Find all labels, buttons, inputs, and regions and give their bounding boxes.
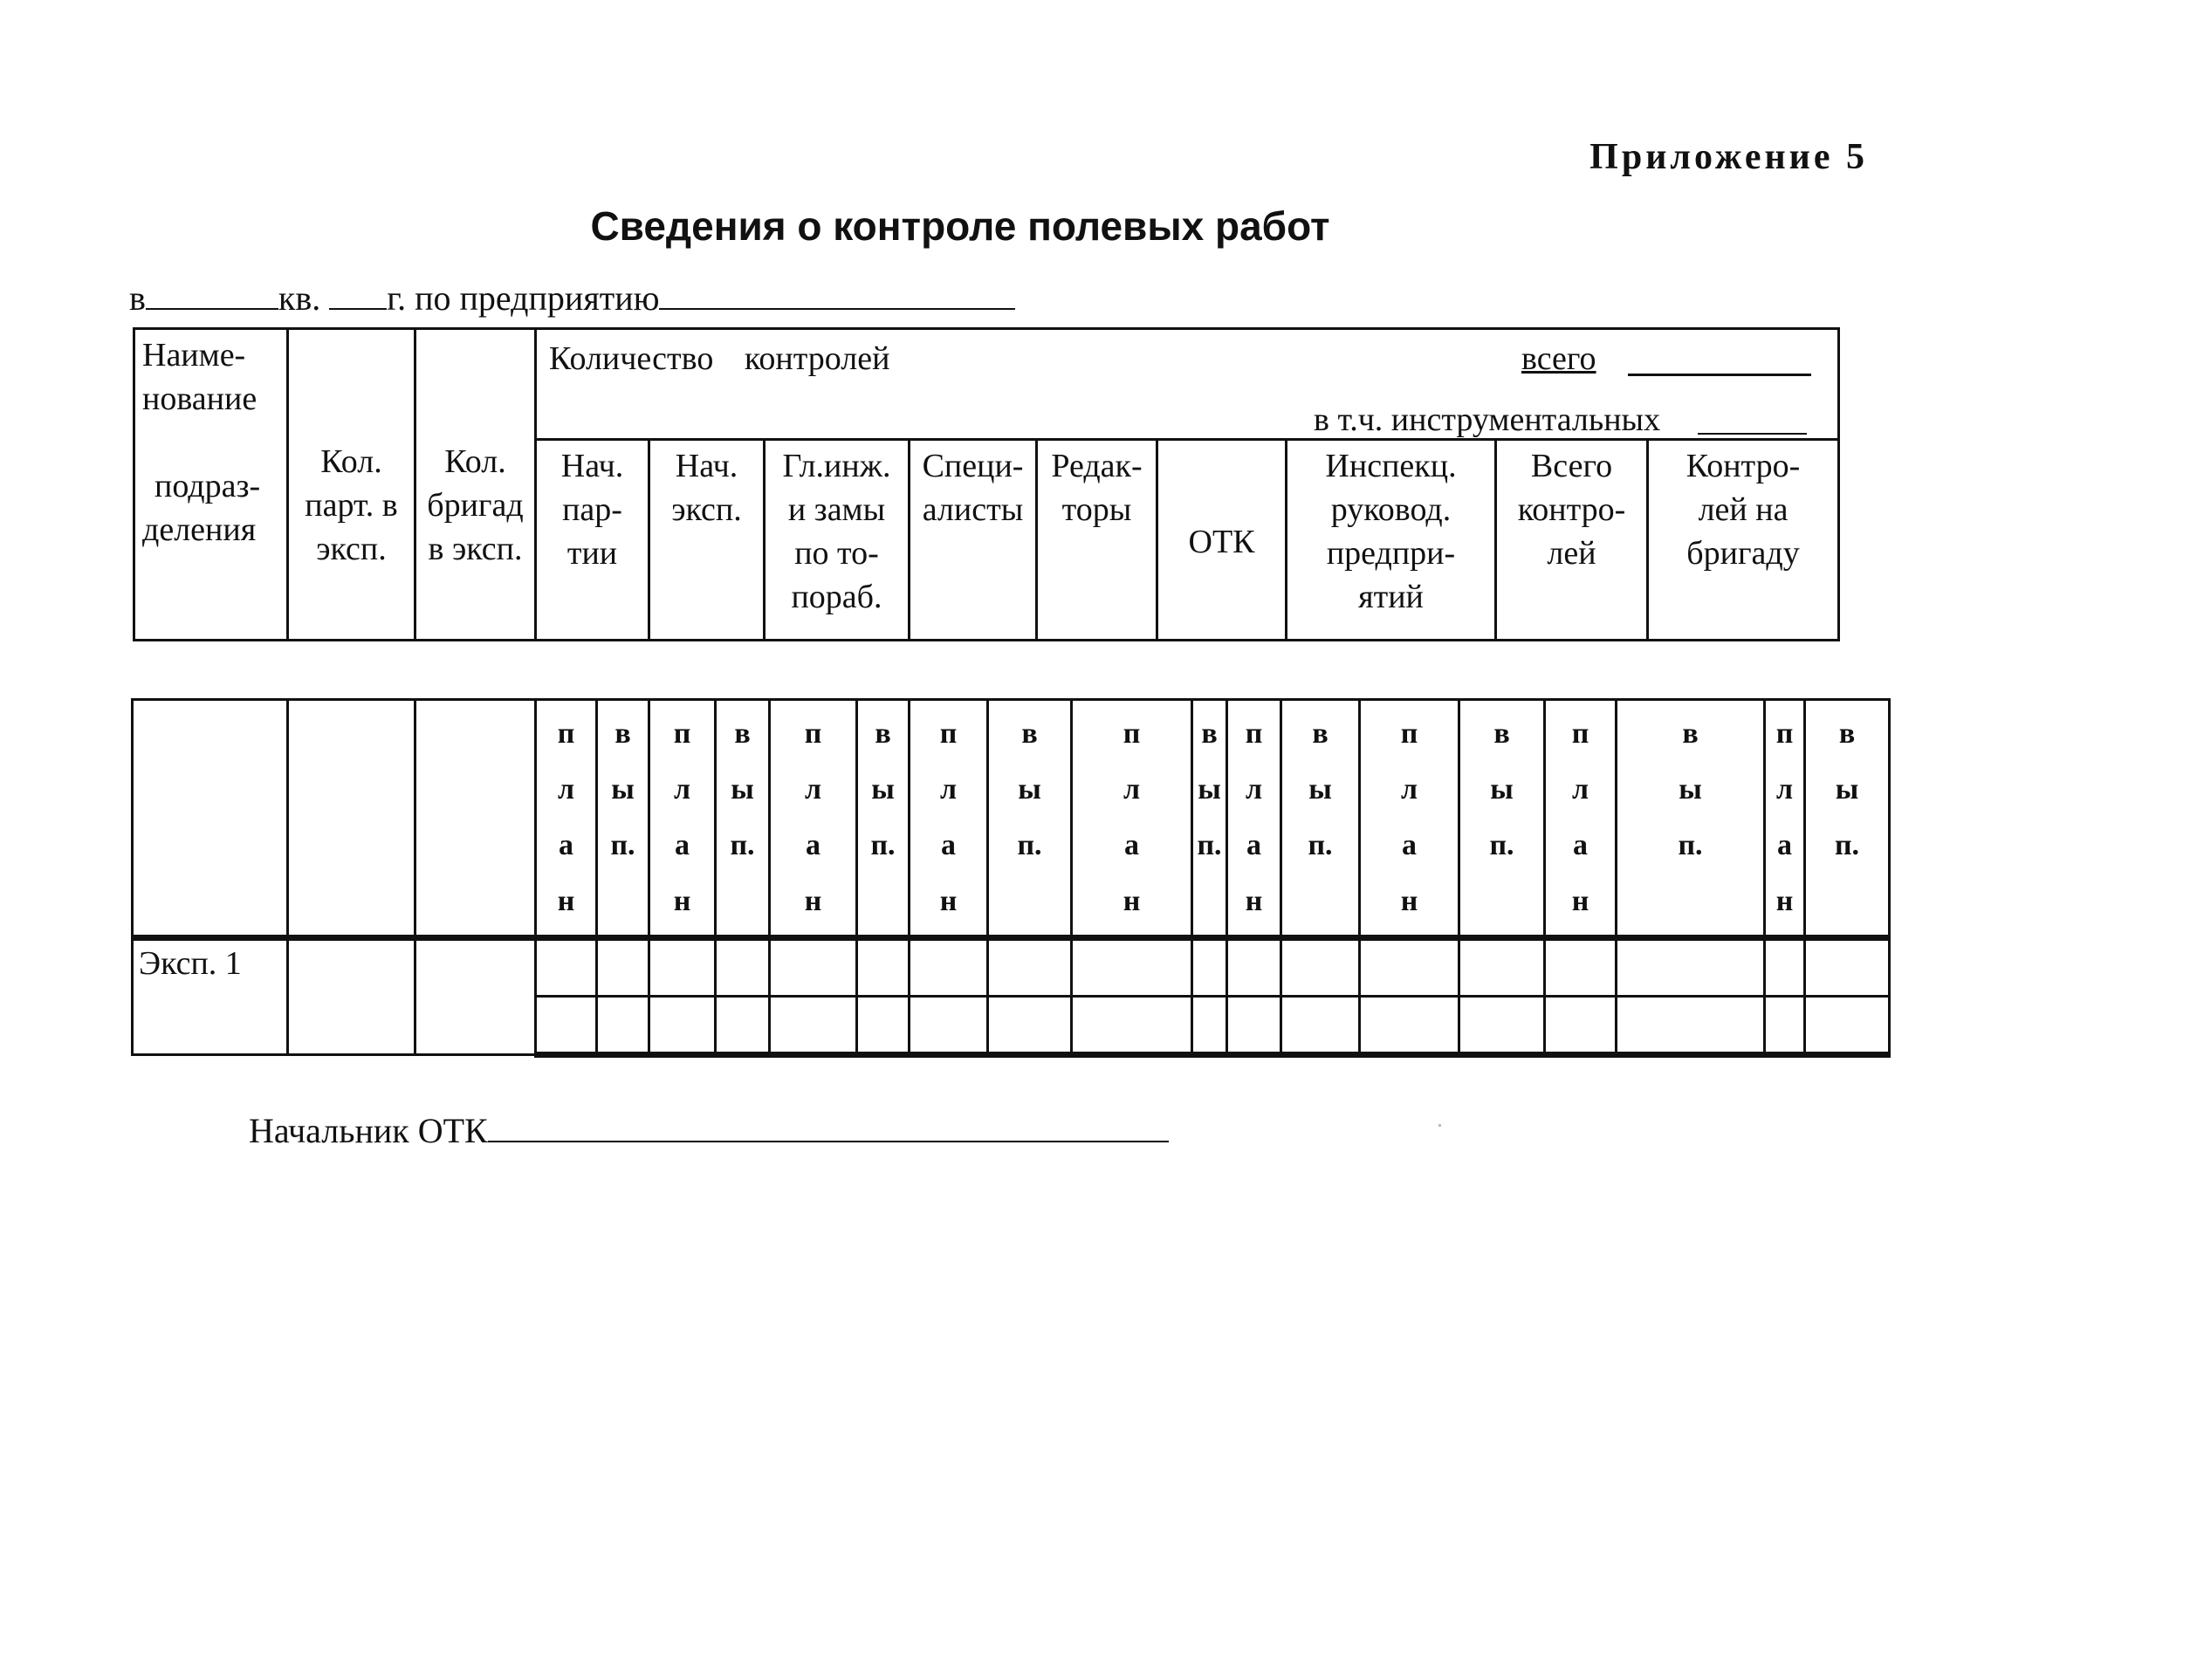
plan-letter: н — [1123, 885, 1141, 917]
plan-letter: п — [1571, 717, 1589, 750]
plan-letter: п — [1123, 717, 1141, 750]
signature-label: Начальник ОТК — [249, 1111, 488, 1150]
vyp-letter: в — [734, 717, 751, 750]
period-prefix: в — [129, 278, 146, 318]
vyp-letter: ы — [1490, 773, 1514, 806]
scan-speck — [1438, 1124, 1441, 1127]
data-cell[interactable] — [1192, 997, 1227, 1055]
plan-column-8 — [1545, 700, 1617, 938]
header-kontroley-na-brigadu: Контро- лей на бригаду — [1648, 440, 1839, 641]
signature-line — [249, 1110, 1169, 1151]
document-title: Сведения о контроле полевых работ — [590, 203, 1330, 249]
data-cell[interactable] — [1072, 938, 1192, 997]
data-cell[interactable] — [770, 938, 857, 997]
data-cell[interactable] — [536, 997, 597, 1055]
vsego-blank[interactable] — [1628, 374, 1811, 376]
data-cell[interactable] — [716, 997, 770, 1055]
data-cell[interactable] — [649, 997, 716, 1055]
vyp-letter: ы — [611, 773, 635, 806]
plan-letter: л — [1400, 773, 1418, 806]
data-cell[interactable] — [1281, 997, 1360, 1055]
header-redaktory: Редак- торы — [1037, 440, 1157, 641]
vyp-letter: ы — [1308, 773, 1332, 806]
plan-letter: л — [673, 773, 691, 806]
plan-letter: а — [1124, 829, 1139, 861]
data-cell[interactable] — [1360, 997, 1459, 1055]
plan-letter: л — [1775, 773, 1794, 806]
data-cell[interactable] — [597, 938, 649, 997]
data-cell[interactable] — [1617, 997, 1765, 1055]
vyp-letter: в — [1312, 717, 1328, 750]
plan-column-5 — [1072, 700, 1192, 938]
data-cell[interactable] — [770, 997, 857, 1055]
plan-letter: л — [1123, 773, 1141, 806]
vyp-letter: п. — [1197, 829, 1222, 861]
quarter-label: кв. — [278, 278, 321, 318]
vyp-column-3 — [857, 700, 910, 938]
vyp-letter: п. — [610, 829, 635, 861]
plan-letter: н — [557, 885, 575, 917]
plan-letter: н — [804, 885, 822, 917]
vyp-column-6 — [1281, 700, 1360, 938]
data-cell[interactable] — [1459, 997, 1545, 1055]
header-nach-partii: Нач. пар- тии — [536, 440, 649, 641]
period-line — [129, 278, 1015, 319]
data-cell[interactable] — [1227, 938, 1281, 997]
data-cell[interactable] — [1805, 938, 1890, 997]
vyp-letter: п. — [1489, 829, 1514, 861]
data-cell[interactable] — [288, 938, 415, 1055]
plan-column-6 — [1227, 700, 1281, 938]
data-cell[interactable] — [1765, 938, 1805, 997]
row-label-eksp-1: Эксп. 1 — [133, 938, 288, 1055]
data-cell[interactable] — [988, 997, 1072, 1055]
plan-letter: н — [1400, 885, 1418, 917]
vyp-column-2 — [716, 700, 770, 938]
appendix-label: Приложение 5 — [1589, 137, 1868, 177]
data-cell[interactable] — [1545, 938, 1617, 997]
instrumental-label: в т.ч. инструментальных — [1314, 401, 1661, 438]
data-cell[interactable] — [1360, 938, 1459, 997]
plan-letter: н — [1775, 885, 1794, 917]
plan-letter: п — [673, 717, 691, 750]
vyp-letter: п. — [870, 829, 896, 861]
plan-column-4 — [910, 700, 988, 938]
data-cell[interactable] — [857, 997, 910, 1055]
header-vsego-kontroley: Всего контро- лей — [1496, 440, 1648, 641]
plan-letter: а — [1573, 829, 1588, 861]
header-name-column: Наиме- нование подраз- деления — [134, 329, 288, 641]
vyp-column-5 — [1192, 700, 1227, 938]
data-cell[interactable] — [1765, 997, 1805, 1055]
plan-letter: п — [557, 717, 575, 750]
vyp-letter: п. — [1308, 829, 1333, 861]
plan-letter: а — [1777, 829, 1792, 861]
vyp-letter: ы — [871, 773, 895, 806]
vyp-column-1 — [597, 700, 649, 938]
year-blank[interactable] — [329, 278, 387, 310]
plan-letter: л — [939, 773, 958, 806]
header-gl-inzh: Гл.инж. и замы по то- пораб. — [765, 440, 910, 641]
data-cell[interactable] — [536, 938, 597, 997]
vyp-letter: в — [614, 717, 631, 750]
plan-letter: п — [1775, 717, 1794, 750]
plan-letter: а — [806, 829, 820, 861]
year-enterprise-label: г. по предприятию — [387, 278, 660, 318]
header-kolvo-kontroley — [536, 329, 1839, 440]
data-cell[interactable] — [415, 938, 536, 1055]
enterprise-blank[interactable] — [659, 278, 1015, 310]
vyp-column-7 — [1459, 700, 1545, 938]
plan-letter: п — [804, 717, 822, 750]
plan-column-1 — [536, 700, 597, 938]
vyp-letter: в — [1682, 717, 1699, 750]
header-specialisty: Специ- алисты — [910, 440, 1037, 641]
data-cell[interactable] — [988, 938, 1072, 997]
data-cell[interactable] — [597, 997, 649, 1055]
vyp-letter: п. — [1017, 829, 1042, 861]
plan-letter: л — [557, 773, 575, 806]
plan-column-9 — [1765, 700, 1805, 938]
empty-cell — [133, 700, 288, 938]
data-cell[interactable] — [1192, 938, 1227, 997]
header-table — [133, 327, 1840, 641]
plan-letter: н — [1571, 885, 1589, 917]
plan-column-2 — [649, 700, 716, 938]
data-cell[interactable] — [1281, 938, 1360, 997]
header-nach-eksp: Нач. эксп. — [649, 440, 765, 641]
data-cell[interactable] — [1805, 997, 1890, 1055]
plan-letter: а — [1246, 829, 1261, 861]
table-row — [133, 938, 1890, 997]
data-cell[interactable] — [1227, 997, 1281, 1055]
plan-letter: н — [939, 885, 958, 917]
data-cell[interactable] — [1617, 938, 1765, 997]
data-cell[interactable] — [1545, 997, 1617, 1055]
plan-column-3 — [770, 700, 857, 938]
plan-letter: л — [804, 773, 822, 806]
data-cell[interactable] — [1459, 938, 1545, 997]
header-kol-part: Кол. парт. в эксп. — [288, 329, 415, 641]
vyp-letter: ы — [731, 773, 754, 806]
vyp-letter: п. — [730, 829, 755, 861]
data-cell[interactable] — [910, 997, 988, 1055]
data-cell[interactable] — [716, 938, 770, 997]
plan-letter: п — [1245, 717, 1263, 750]
quarter-blank[interactable] — [146, 278, 278, 310]
data-cell[interactable] — [1072, 997, 1192, 1055]
vyp-letter: в — [1021, 717, 1038, 750]
vyp-letter: ы — [1835, 773, 1859, 806]
vyp-letter: в — [1201, 717, 1218, 750]
vyp-letter: в — [1838, 717, 1856, 750]
vyp-letter: в — [875, 717, 891, 750]
plan-letter: п — [1400, 717, 1418, 750]
data-cell[interactable] — [857, 938, 910, 997]
vyp-letter: п. — [1678, 829, 1703, 861]
plan-letter: н — [1245, 885, 1263, 917]
vyp-letter: п. — [1834, 829, 1860, 861]
plan-letter: а — [559, 829, 573, 861]
vyp-letter: ы — [1198, 773, 1221, 806]
vyp-column-4 — [988, 700, 1072, 938]
vyp-letter: ы — [1018, 773, 1041, 806]
plan-letter: л — [1245, 773, 1263, 806]
plan-column-7 — [1360, 700, 1459, 938]
plan-letter: н — [673, 885, 691, 917]
empty-cell — [288, 700, 415, 938]
kolvo-label: Количество контролей — [549, 340, 890, 377]
empty-cell — [415, 700, 536, 938]
plan-letter: а — [941, 829, 956, 861]
instrumental-blank[interactable] — [1698, 433, 1807, 435]
vyp-letter: в — [1493, 717, 1510, 750]
vyp-column-8 — [1617, 700, 1765, 938]
vyp-column-9 — [1805, 700, 1890, 938]
plan-letter: л — [1571, 773, 1589, 806]
data-cell[interactable] — [910, 938, 988, 997]
header-inspekc: Инспекц. руковод. предпри- ятий — [1287, 440, 1496, 641]
header-otk: ОТК — [1157, 440, 1287, 641]
plan-vyp-row — [133, 700, 1890, 938]
vsego-label: всего — [1521, 340, 1596, 377]
vyp-letter: ы — [1679, 773, 1702, 806]
data-table — [131, 698, 1891, 1058]
signature-blank[interactable] — [488, 1111, 1169, 1142]
data-cell[interactable] — [649, 938, 716, 997]
plan-letter: а — [675, 829, 690, 861]
plan-letter: а — [1402, 829, 1417, 861]
plan-letter: п — [939, 717, 958, 750]
header-kol-brigad: Кол. бригад в эксп. — [415, 329, 536, 641]
